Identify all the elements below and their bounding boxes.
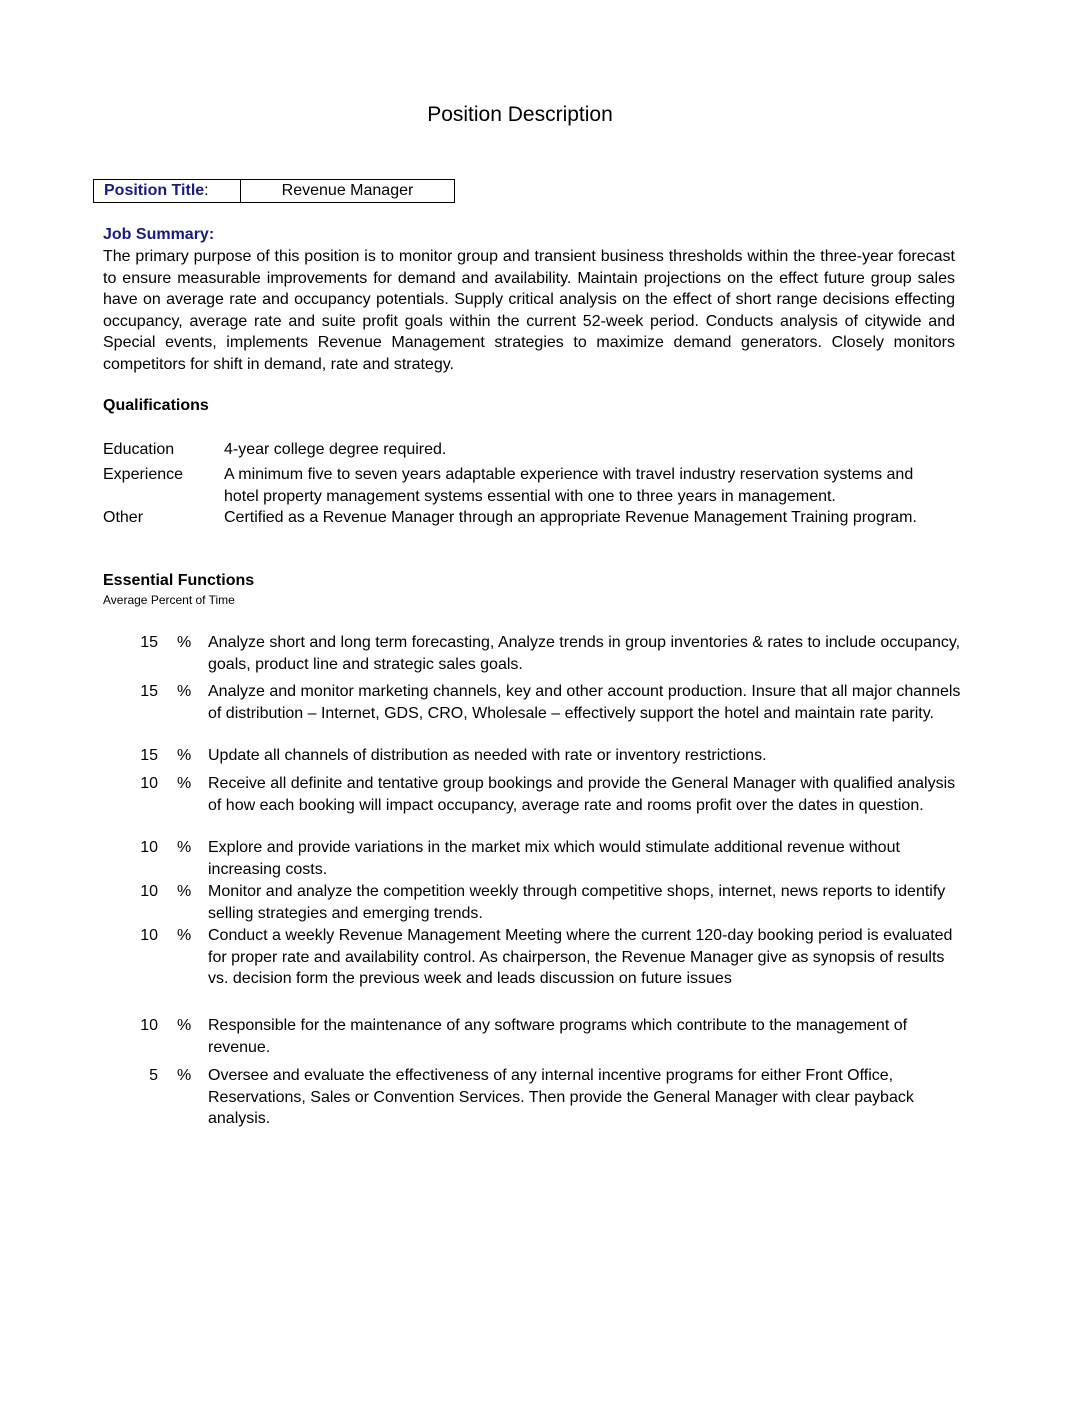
position-title-colon: : xyxy=(204,182,209,199)
function-description: Conduct a weekly Revenue Management Meeting where the current 120-day booking period is evaluated for proper rate and availability control. As chairperson, the Revenue Manager give as synopsis of results vs. decision form the previous week and leads discussion on future issues xyxy=(208,927,953,987)
percent-sign: % xyxy=(177,747,192,764)
percent-sign: % xyxy=(177,683,192,700)
qualifications-heading: Qualifications xyxy=(103,397,209,414)
function-percent: 15 xyxy=(140,634,158,651)
qualification-row-other xyxy=(103,507,963,529)
percent-sign: % xyxy=(177,883,192,900)
function-percent: 15 xyxy=(140,683,158,700)
percent-sign: % xyxy=(177,634,192,651)
percent-sign: % xyxy=(177,775,192,792)
position-title-value: Revenue Manager xyxy=(281,182,414,199)
function-percent: 10 xyxy=(140,883,158,900)
qualification-text: 4-year college degree required. xyxy=(224,441,447,458)
function-description: Update all channels of distribution as needed with rate or inventory restrictions. xyxy=(208,747,767,764)
function-percent: 10 xyxy=(140,1017,158,1034)
function-description: Analyze and monitor marketing channels, key and other account production. Insure that all major channels of distribution – Internet, GDS, CRO, Wholesale – effectively support the hotel and maintain rate parity. xyxy=(208,683,961,722)
job-summary-text: The primary purpose of this position is to monitor group and transient business thresholds within the three-year forecast to ensure measurable improvements for demand and availability. Maintain projections on the effect future group sales have on average rate and occupancy potentials. Supply critical analysis on the effect of short range decisions effecting occupancy, average rate and suite profit goals within the current 52-week period. Conducts analysis of citywide and Special events, implements Revenue Management strategies to maximize demand generators. Closely monitors competitors for shift in demand, rate and strategy. xyxy=(103,248,955,373)
function-description: Analyze short and long term forecasting, Analyze trends in group inventories & rates to include occupancy, goals, product line and strategic sales goals. xyxy=(208,634,961,673)
percent-sign: % xyxy=(177,1067,192,1084)
percent-sign: % xyxy=(177,927,192,944)
function-description: Receive all definite and tentative group bookings and provide the General Manager with qualified analysis of how each booking will impact occupancy, average rate and rooms profit over the dates in question. xyxy=(208,775,956,814)
essential-functions-heading: Essential Functions xyxy=(103,572,255,589)
function-description: Monitor and analyze the competition weekly through competitive shops, internet, news reports to identify selling strategies and emerging trends. xyxy=(208,883,946,922)
qualification-text: Certified as a Revenue Manager through an appropriate Revenue Management Training program. xyxy=(224,509,917,526)
percent-sign: % xyxy=(177,1017,192,1034)
qualification-text: A minimum five to seven years adaptable experience with travel industry reservation systems and hotel property management systems essential with one to three years in management. xyxy=(224,466,914,505)
qualification-label: Experience xyxy=(103,466,184,483)
function-percent: 10 xyxy=(140,839,158,856)
qualification-label: Other xyxy=(103,509,144,526)
function-description: Oversee and evaluate the effectiveness of any internal incentive programs for either Front Office, Reservations, Sales or Convention Services. Then provide the General Manager with clear payback analysis. xyxy=(208,1067,914,1127)
qualification-label: Education xyxy=(103,441,175,458)
function-description: Explore and provide variations in the market mix which would stimulate additional revenue without increasing costs. xyxy=(208,839,900,878)
function-percent: 10 xyxy=(140,775,158,792)
function-description: Responsible for the maintenance of any software programs which contribute to the management of revenue. xyxy=(208,1017,908,1056)
job-summary-heading: Job Summary: xyxy=(103,226,215,243)
position-title-label-cell xyxy=(94,180,241,202)
essential-functions-subheading: Average Percent of Time xyxy=(103,593,235,607)
function-percent: 10 xyxy=(140,927,158,944)
percent-sign: % xyxy=(177,839,192,856)
qualification-row-education xyxy=(103,439,963,461)
function-percent: 15 xyxy=(140,747,158,764)
qualification-row-experience xyxy=(103,464,963,507)
function-percent: 5 xyxy=(149,1067,158,1084)
position-title-box xyxy=(93,179,455,203)
page-title: Position Description xyxy=(427,103,613,126)
position-title-label: Position Title xyxy=(104,182,205,199)
